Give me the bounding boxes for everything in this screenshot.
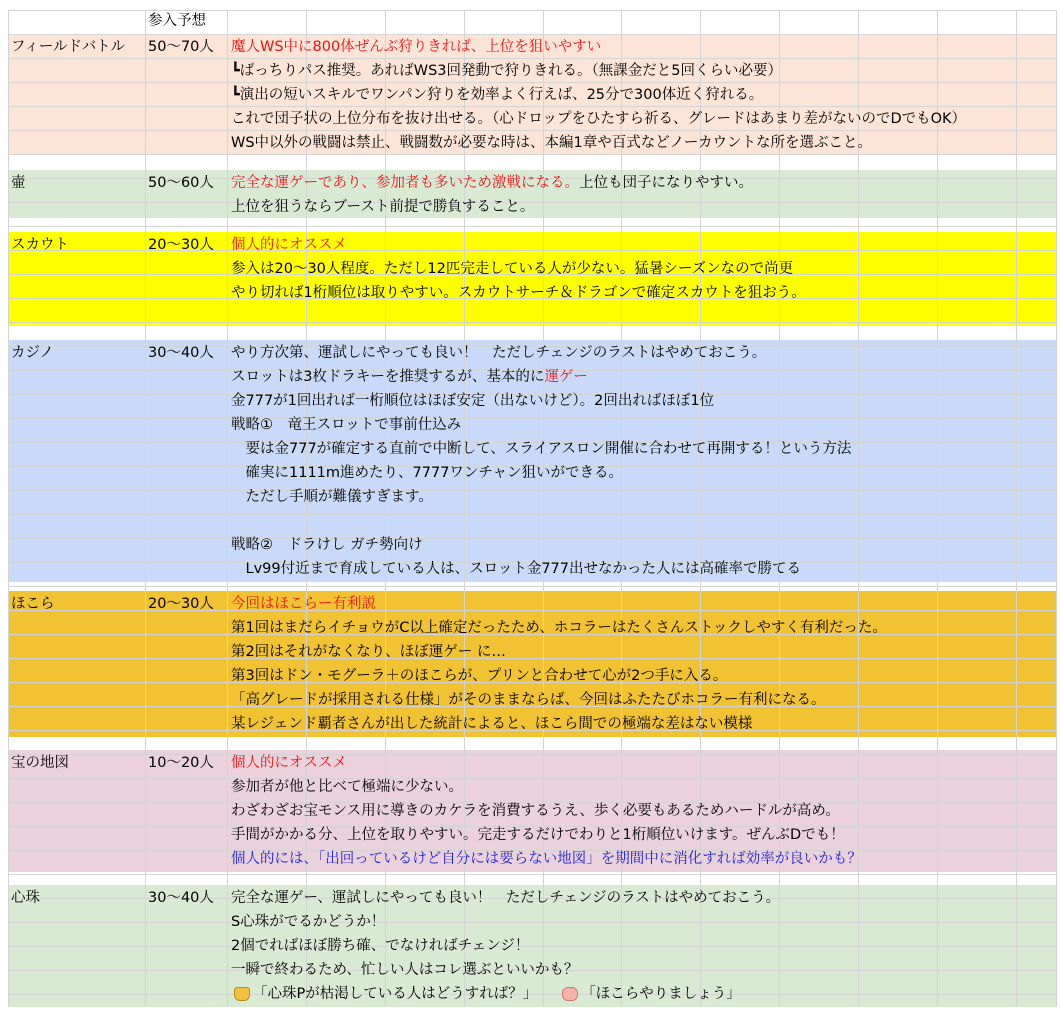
grid-row-line: [8, 946, 1056, 947]
map-count[interactable]: 10〜20人: [148, 755, 214, 771]
hokora-count[interactable]: 20〜30人: [148, 596, 214, 612]
field-count[interactable]: 50〜70人: [148, 39, 214, 55]
map-line-4[interactable]: 個人的には、「出回っているけど自分には要らない地図」を期間中に消化すれば効率が良いかも？: [231, 851, 862, 867]
tsubo-line-1[interactable]: 上位を狙うならブースト前提で勝負すること。: [231, 199, 535, 215]
casino-line-3[interactable]: 戦略① 竜王スロットで事前仕込み: [231, 417, 462, 433]
grid-col-line: [227, 10, 228, 1007]
hokora-line-0[interactable]: 今回はほこらー有利説: [231, 596, 376, 612]
shinju-count[interactable]: 30〜40人: [148, 890, 214, 906]
tsubo-line-0-red: 完全な運ゲーであり、参加者も多いため激戦になる。: [231, 175, 579, 191]
scout-line-2[interactable]: やり切れば1桁順位は取りやすい。スカウトサーチ＆ドラゴンで確定スカウトを狙おう。: [231, 285, 806, 301]
grid-row-line: [8, 778, 1056, 779]
grid-col-line: [145, 10, 146, 1007]
tsubo-line-0[interactable]: [231, 172, 753, 195]
grid-col-line: [937, 10, 938, 1007]
header-expected[interactable]: 参入予想: [148, 13, 206, 29]
casino-line-8[interactable]: 戦略② ドラけし ガチ勢向け: [231, 537, 423, 553]
field-line-2[interactable]: ┗演出の短いスキルでワンパン狩りを効率よく行えば、25分で300体近く狩れる。: [231, 87, 764, 103]
cat-face-icon: [234, 987, 250, 1001]
grid-row-line: [8, 226, 1056, 227]
grid-row-line: [8, 322, 1056, 323]
grid-row-line: [8, 922, 1056, 923]
scout-line-1[interactable]: 参入は20〜30人程度。ただし12匹完走している人が少ない。猛暑シーズンなので尚更: [231, 261, 794, 277]
grid-col-line: [1016, 10, 1017, 1007]
map-line-3[interactable]: 手間がかかる分、上位を取りやすい。完走するだけでわりと1桁順位いけます。ぜんぶDでも！: [231, 827, 845, 843]
hokora-line-5[interactable]: 某レジェンド覇者さんが出した統計によると、ほこら間での極端な差はない模様: [231, 716, 753, 732]
shinju-name[interactable]: 心珠: [11, 890, 40, 906]
casino-line-0[interactable]: やり方次第、運試しにやっても良い！ ただしチェンジのラストはやめておこう。: [231, 345, 767, 361]
field-name[interactable]: フィールドバトル: [11, 39, 125, 55]
grid-row-line: [8, 514, 1056, 515]
casino-line-6[interactable]: ただし手順が難儀すぎます。: [231, 489, 433, 505]
shinju-quote-b: 「ほこらやりましょう」: [581, 986, 741, 1002]
scout-count[interactable]: 20〜30人: [148, 237, 214, 253]
map-line-2[interactable]: わざわざお宝モンス用に導きのカケラを消費するうえ、歩く必要もあるためハードルが高め。: [231, 803, 840, 819]
casino-count[interactable]: 30〜40人: [148, 345, 214, 361]
casino-line-2[interactable]: 金777が1回出れば一桁順位はほぼ安定（出ないけど）。2回出ればほぼ1位: [231, 393, 715, 409]
casino-line-1-black: スロットは3枚ドラキーを推奨するが、基本的に: [231, 369, 545, 385]
scout-line-0[interactable]: 個人的にオススメ: [231, 237, 347, 253]
casino-line-1[interactable]: [231, 366, 588, 389]
hokora-line-4[interactable]: 「高グレードが採用される仕様」がそのままならば、今回はふたたびホコラー有利になる。: [231, 692, 826, 708]
shinju-line-3[interactable]: 一瞬で終わるため、忙しい人はコレ選ぶといいかも？: [231, 962, 579, 978]
map-line-1[interactable]: 参加者が他と比べて極端に少ない。: [231, 779, 463, 795]
shinju-quote-a: 「心珠Pが枯渇している人はどうすれば？」: [253, 986, 538, 1002]
grid-row-line: [8, 538, 1056, 539]
tsubo-line-0-black: 上位も団子になりやすい。: [579, 175, 753, 191]
casino-line-4[interactable]: 要は金777が確定する直前で中断して、スライアスロン開催に合わせて再開する！という方法: [231, 441, 852, 457]
shinju-line-0[interactable]: 完全な運ゲー、運試しにやっても良い！ ただしチェンジのラストはやめておこう。: [231, 890, 781, 906]
field-line-1[interactable]: ┗ばっちりパス推奨。あればWS3回発動で狩りきれる。（無課金だと5回くらい必要）: [231, 63, 782, 79]
map-name[interactable]: 宝の地図: [11, 755, 69, 771]
hokora-line-2[interactable]: 第2回はそれがなくなり、ほぼ運ゲー に…: [231, 644, 506, 660]
grid-row-line: [8, 874, 1056, 875]
casino-line-1-red: 運ゲー: [544, 369, 588, 385]
casino-name[interactable]: カジノ: [11, 345, 54, 361]
field-line-0[interactable]: 魔人WS中に800体ぜんぶ狩りきれば、上位を狙いやすい: [231, 39, 602, 55]
hokora-line-1[interactable]: 第1回はまだらイチョウがC以上確定だったため、ホコラーはたくさんストックしやすく有利だった。: [231, 620, 887, 636]
grid-row-line: [8, 490, 1056, 491]
hokora-line-3[interactable]: 第3回はドン・モグーラ＋のほこらが、プリンと合わせて心が2つ手に入る。: [231, 668, 728, 684]
hokora-name[interactable]: ほこら: [11, 596, 55, 612]
shinju-line-4[interactable]: [231, 983, 741, 1006]
map-line-0[interactable]: 個人的にオススメ: [231, 755, 347, 771]
tsubo-name[interactable]: 壷: [11, 175, 26, 191]
casino-line-9[interactable]: Lv99付近まで育成している人は、スロット金777出せなかった人には高確率で勝てる: [231, 561, 801, 577]
casino-line-5[interactable]: 確実に1111m進めたり、7777ワンチャン狙いができる。: [231, 465, 623, 481]
grid-row-line: [8, 586, 1056, 587]
scout-name[interactable]: スカウト: [11, 237, 69, 253]
field-line-3[interactable]: これで団子状の上位分布を抜け出せる。（心ドロップをひたすら祈る、グレードはあまり差がないのでDでもOK）: [231, 111, 967, 127]
shinju-line-1[interactable]: S心珠がでるかどうか！: [231, 914, 386, 930]
grid-row-line: [8, 34, 1056, 35]
tsubo-count[interactable]: 50〜60人: [148, 175, 214, 191]
grid-col-line: [8, 10, 9, 1007]
grid-col-line: [1056, 10, 1057, 1007]
grid-row-line: [8, 658, 1056, 659]
pig-face-icon: [562, 987, 578, 1001]
shinju-line-2[interactable]: 2個でればほぼ勝ち確、でなければチェンジ！: [231, 938, 530, 954]
grid-row-line: [8, 418, 1056, 419]
field-line-4[interactable]: WS中以外の戦闘は禁止、戦闘数が必要な時は、本編1章や百式などノーカウントな所を選ぶこと。: [231, 135, 873, 151]
